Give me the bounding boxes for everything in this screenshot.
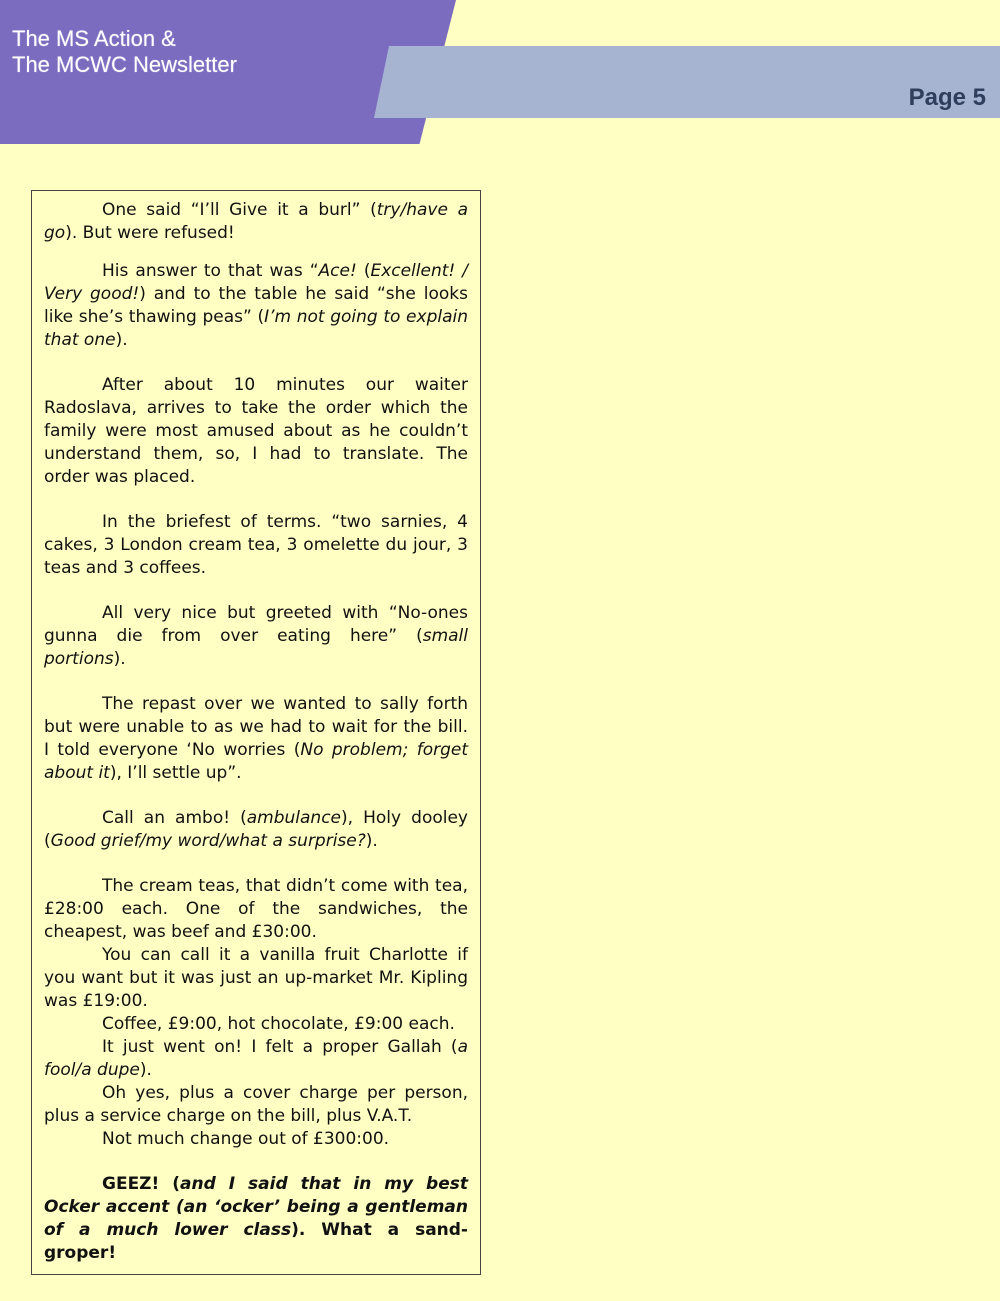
paragraph-geez: GEEZ! (and I said that in my best Ocker accent (an ‘ocker’ being a gentleman of a much lower class). What a sand-groper! (44, 1174, 468, 1263)
header-banner-blue (374, 46, 1000, 118)
paragraph-ace: His answer to that was “Ace! (Excellent! / Very good!) and to the table he said “she looks like she’s thawing peas” (I’m not going to explain that one). (44, 261, 468, 350)
paragraph-ambo: Call an ambo! (ambulance), Holy dooley (Good grief/my word/what a surprise?). (44, 808, 468, 851)
paragraph-order: In the briefest of terms. “two sarnies, 4 cakes, 3 London cream tea, 3 omelette du jour, 3 teas and 3 coffees. (44, 512, 468, 578)
page-number: Page 5 (908, 84, 986, 111)
paragraph-bill: The repast over we wanted to sally forth but were unable to as we had to wait for the bill. I told everyone ‘No worries (No problem; forget about it), I’ll settle up”. (44, 694, 468, 783)
newsletter-title-line1: The MS Action & (12, 26, 176, 51)
article-box (31, 190, 481, 1275)
paragraph-cream-teas: The cream teas, that didn’t come with tea, £28:00 each. One of the sandwiches, the cheapest, was beef and £30:00. (44, 876, 468, 942)
paragraph-waiter: After about 10 minutes our waiter Radoslava, arrives to take the order which the family were most amused about as he couldn’t understand them, so, I had to translate. The order was placed. (44, 375, 468, 487)
paragraph-change: Not much change out of £300:00. (102, 1129, 390, 1149)
newsletter-title-line2: The MCWC Newsletter (12, 52, 237, 77)
paragraph-burl: One said “I’ll Give it a burl” (try/have a go). But were refused! (44, 200, 468, 243)
newsletter-title (12, 26, 237, 78)
paragraph-coffee: Coffee, £9:00, hot chocolate, £9:00 each. (102, 1014, 455, 1034)
paragraph-charges: Oh yes, plus a cover charge per person, plus a service charge on the bill, plus V.A.T. (44, 1083, 468, 1126)
paragraph-portions: All very nice but greeted with “No-ones gunna die from over eating here” (small portions). (44, 603, 468, 669)
paragraph-gallah: It just went on! I felt a proper Gallah (a fool/a dupe). (44, 1037, 468, 1080)
paragraph-charlotte: You can call it a vanilla fruit Charlotte if you want but it was just an up-market Mr. Kipling was £19:00. (44, 945, 468, 1011)
